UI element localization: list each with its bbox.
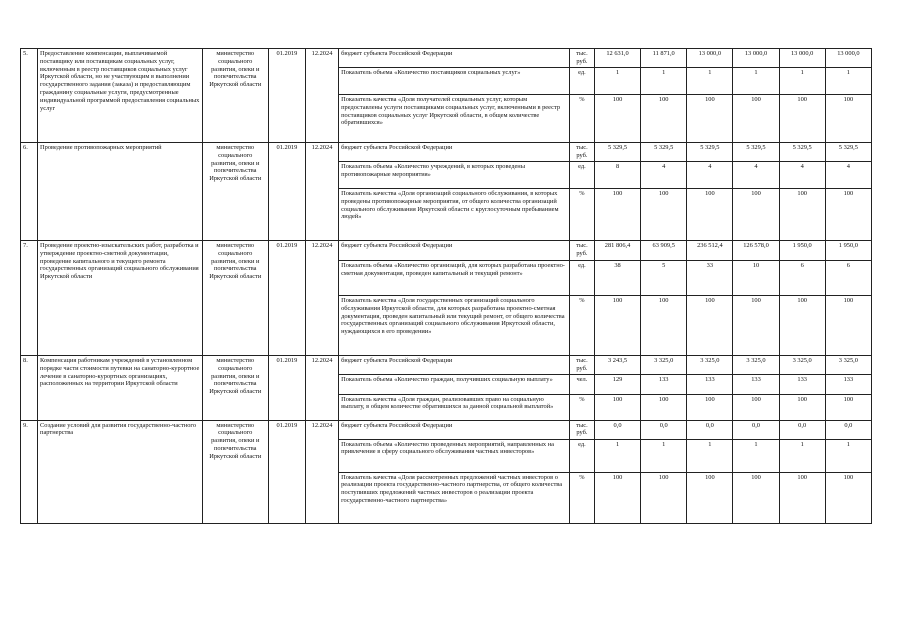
year-value: 6 [779, 261, 825, 296]
year-value: 0,0 [687, 420, 733, 439]
year-value: 1 [641, 439, 687, 472]
year-value: 38 [594, 261, 640, 296]
year-value: 100 [641, 394, 687, 420]
indicator-text: Показатель качества «Доля организаций социального обслуживания, в которых проведены противопожарные мероприятия, от общего количества организаций социального обслуживания Иркутской области с круглосуточным пребыванием людей» [339, 189, 570, 241]
year-value: 126 578,0 [733, 241, 779, 261]
year-value: 4 [779, 162, 825, 189]
indicator-text: Показатель качества «Доля граждан, реализовавших право на социальную выплату, в общем количестве обратившихся за данной социальной выплатой» [339, 394, 570, 420]
indicator-text: бюджет субъекта Российской Федерации [339, 356, 570, 375]
year-value: 100 [687, 472, 733, 523]
year-value: 100 [779, 394, 825, 420]
unit: % [569, 296, 594, 356]
unit: ед. [569, 162, 594, 189]
unit: тыс. руб. [569, 143, 594, 162]
year-value: 281 806,4 [594, 241, 640, 261]
year-value: 100 [733, 189, 779, 241]
year-value: 13 000,0 [733, 49, 779, 68]
unit: % [569, 95, 594, 143]
year-value: 100 [733, 472, 779, 523]
year-value: 1 950,0 [825, 241, 871, 261]
indicator-text: Показатель объема «Количество учреждений, в которых проведены противопожарные мероприятия» [339, 162, 570, 189]
indicator-text: Показатель объема «Количество организаций, для которых разработана проектно-сметная документация, проведен капитальный и текущий ремонт» [339, 261, 570, 296]
year-value: 100 [825, 95, 871, 143]
row-number: 6. [21, 143, 38, 241]
year-value: 1 950,0 [779, 241, 825, 261]
unit: ед. [569, 261, 594, 296]
unit: тыс. руб. [569, 49, 594, 68]
year-value: 100 [779, 296, 825, 356]
year-value: 3 243,5 [594, 356, 640, 375]
year-value: 100 [779, 472, 825, 523]
year-value: 3 325,0 [641, 356, 687, 375]
program-table [20, 48, 872, 524]
year-value: 1 [733, 439, 779, 472]
indicator-text: Показатель качества «Доля рассмотренных предложений частных инвесторов о реализации проекта государственно-частного партнерства, от общего количества поступивших предложений частных инвесторов о реализации проекта государственно-частного партнерства» [339, 472, 570, 523]
row-number: 9. [21, 420, 38, 523]
year-value: 100 [641, 296, 687, 356]
indicator-text: бюджет субъекта Российской Федерации [339, 49, 570, 68]
start-date: 01.2019 [268, 241, 305, 356]
start-date: 01.2019 [268, 420, 305, 523]
responsible-executor: министерство социального развития, опеки и попечительства Иркутской области [202, 420, 268, 523]
year-value: 0,0 [641, 420, 687, 439]
year-value: 1 [779, 68, 825, 95]
year-value: 0,0 [779, 420, 825, 439]
year-value: 8 [594, 162, 640, 189]
activity-name: Предоставление компенсации, выплачиваемой поставщику или поставщикам социальных услуг, включенным в реестр поставщиков социальных услуг Иркутской области, но не участвующим в выполнении государственного задания (заказа) и предоставляющим гражданину социальные услуги, предусмотренные индивидуальной программой предоставления социальных услуг [38, 49, 203, 143]
year-value: 4 [687, 162, 733, 189]
year-value: 12 631,0 [594, 49, 640, 68]
year-value: 3 325,0 [733, 356, 779, 375]
year-value: 13 000,0 [825, 49, 871, 68]
end-date: 12.2024 [305, 143, 338, 241]
year-value: 100 [779, 95, 825, 143]
year-value: 100 [687, 394, 733, 420]
year-value: 100 [687, 296, 733, 356]
year-value: 100 [733, 394, 779, 420]
year-value: 1 [825, 439, 871, 472]
year-value: 100 [641, 472, 687, 523]
year-value: 3 325,0 [687, 356, 733, 375]
year-value: 1 [779, 439, 825, 472]
year-value: 13 000,0 [779, 49, 825, 68]
unit: тыс. руб. [569, 241, 594, 261]
year-value: 1 [825, 68, 871, 95]
table-row [21, 420, 872, 439]
year-value: 10 [733, 261, 779, 296]
table-row [21, 241, 872, 261]
year-value: 133 [687, 374, 733, 394]
year-value: 5 [641, 261, 687, 296]
year-value: 5 329,5 [779, 143, 825, 162]
year-value: 133 [641, 374, 687, 394]
activity-name: Проведение проектно-изыскательских работ, разработка и утверждение проектно-сметной документации, проведение капитального и текущего ремонта государственных организаций социального обслуживания Иркутской области [38, 241, 203, 356]
year-value: 33 [687, 261, 733, 296]
year-value: 0,0 [825, 420, 871, 439]
activity-name: Проведение противопожарных мероприятий [38, 143, 203, 241]
unit: чел. [569, 374, 594, 394]
year-value: 100 [825, 189, 871, 241]
table-row [21, 49, 872, 68]
year-value: 133 [779, 374, 825, 394]
row-number: 8. [21, 356, 38, 421]
year-value: 3 325,0 [825, 356, 871, 375]
year-value: 100 [594, 189, 640, 241]
responsible-executor: министерство социального развития, опеки и попечительства Иркутской области [202, 356, 268, 421]
year-value: 4 [641, 162, 687, 189]
unit: % [569, 394, 594, 420]
year-value: 100 [687, 189, 733, 241]
year-value: 1 [687, 68, 733, 95]
year-value: 100 [733, 95, 779, 143]
year-value: 1 [594, 68, 640, 95]
activity-name: Создание условий для развития государственно-частного партнерства [38, 420, 203, 523]
year-value: 0,0 [594, 420, 640, 439]
indicator-text: Показатель объема «Количество проведенных мероприятий, направленных на привлечение в сферу социального обслуживания частных инвесторов» [339, 439, 570, 472]
year-value: 5 329,5 [641, 143, 687, 162]
responsible-executor: министерство социального развития, опеки и попечительства Иркутской области [202, 143, 268, 241]
year-value: 133 [733, 374, 779, 394]
unit: % [569, 472, 594, 523]
year-value: 1 [641, 68, 687, 95]
year-value: 100 [733, 296, 779, 356]
year-value: 1 [594, 439, 640, 472]
year-value: 5 329,5 [594, 143, 640, 162]
year-value: 1 [733, 68, 779, 95]
year-value: 100 [641, 95, 687, 143]
year-value: 100 [687, 95, 733, 143]
responsible-executor: министерство социального развития, опеки и попечительства Иркутской области [202, 241, 268, 356]
unit: ед. [569, 68, 594, 95]
year-value: 0,0 [733, 420, 779, 439]
year-value: 4 [825, 162, 871, 189]
year-value: 5 329,5 [687, 143, 733, 162]
unit: тыс. руб. [569, 356, 594, 375]
responsible-executor: министерство социального развития, опеки и попечительства Иркутской области [202, 49, 268, 143]
year-value: 236 512,4 [687, 241, 733, 261]
indicator-text: Показатель объема «Количество поставщиков социальных услуг» [339, 68, 570, 95]
year-value: 3 325,0 [779, 356, 825, 375]
year-value: 1 [687, 439, 733, 472]
indicator-text: Показатель качества «Доля получателей социальных услуг, которым предоставлены услуги поставщиками социальных услуг, включенными в реестр поставщиков социальных услуг Иркутской области, в общем количестве обратившихся» [339, 95, 570, 143]
year-value: 11 871,0 [641, 49, 687, 68]
indicator-text: бюджет субъекта Российской Федерации [339, 143, 570, 162]
end-date: 12.2024 [305, 49, 338, 143]
year-value: 63 909,5 [641, 241, 687, 261]
year-value: 100 [641, 189, 687, 241]
year-value: 129 [594, 374, 640, 394]
table-row [21, 356, 872, 375]
year-value: 6 [825, 261, 871, 296]
end-date: 12.2024 [305, 356, 338, 421]
year-value: 100 [594, 296, 640, 356]
start-date: 01.2019 [268, 49, 305, 143]
year-value: 100 [594, 472, 640, 523]
end-date: 12.2024 [305, 241, 338, 356]
table-row [21, 143, 872, 162]
unit: ед. [569, 439, 594, 472]
row-number: 5. [21, 49, 38, 143]
indicator-text: бюджет субъекта Российской Федерации [339, 241, 570, 261]
start-date: 01.2019 [268, 143, 305, 241]
year-value: 4 [733, 162, 779, 189]
year-value: 100 [825, 472, 871, 523]
year-value: 100 [825, 394, 871, 420]
year-value: 133 [825, 374, 871, 394]
unit: тыс. руб. [569, 420, 594, 439]
year-value: 100 [594, 394, 640, 420]
indicator-text: Показатель объема «Количество граждан, получивших социальную выплату» [339, 374, 570, 394]
indicator-text: бюджет субъекта Российской Федерации [339, 420, 570, 439]
end-date: 12.2024 [305, 420, 338, 523]
year-value: 100 [594, 95, 640, 143]
activity-name: Компенсация работникам учреждений в установленном порядке части стоимости путевки на санаторно-курортное лечение в санаторно-курортных организациях, расположенных на территории Иркутской области [38, 356, 203, 421]
indicator-text: Показатель качества «Доля государственных организаций социального обслуживания Иркутской области, для которых разработана проектно-сметная документация, проведен капитальный или текущий ремонт, от общего количества государственных организаций социального обслуживания Иркутской области, нуждающихся в его проведении» [339, 296, 570, 356]
year-value: 5 329,5 [733, 143, 779, 162]
unit: % [569, 189, 594, 241]
year-value: 100 [779, 189, 825, 241]
year-value: 13 000,0 [687, 49, 733, 68]
year-value: 5 329,5 [825, 143, 871, 162]
start-date: 01.2019 [268, 356, 305, 421]
row-number: 7. [21, 241, 38, 356]
year-value: 100 [825, 296, 871, 356]
